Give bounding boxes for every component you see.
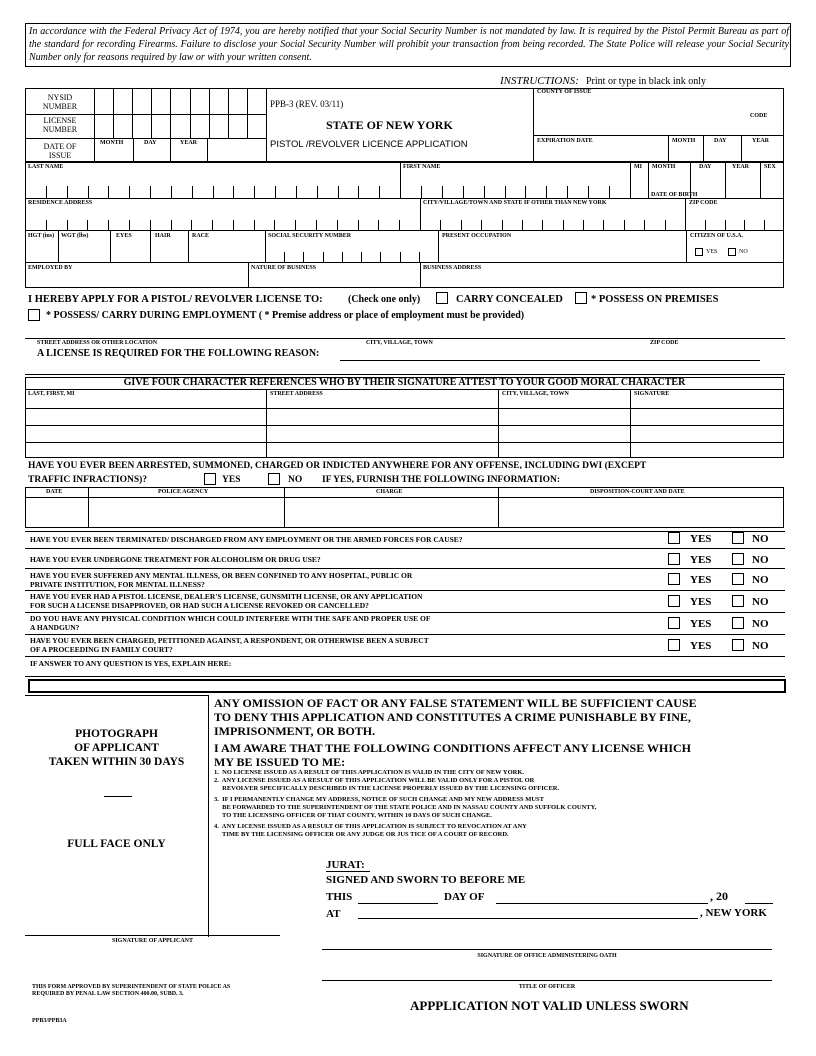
cell-divider — [212, 220, 213, 230]
explain-field[interactable] — [28, 679, 786, 693]
residence-label: RESIDENCE ADDRESS — [28, 200, 93, 206]
cell-divider — [190, 88, 191, 114]
dob-label: DATE OF BIRTH — [651, 192, 698, 198]
photo-label-2: OF APPLICANT — [74, 742, 159, 754]
q2-no-checkbox[interactable] — [732, 553, 744, 565]
question-3-line1: HAVE YOU EVER SUFFERED ANY MENTAL ILLNESS, OR BEEN CONFINED TO ANY HOSPITAL, PUBLIC OR — [30, 571, 413, 580]
question-2-line1: HAVE YOU EVER UNDERGONE TREATMENT FOR ALCOHOLISM OR DRUG USE? — [30, 555, 321, 564]
residence-input[interactable] — [25, 208, 420, 230]
cell-divider — [609, 186, 610, 198]
possess-premises-checkbox[interactable] — [575, 292, 587, 304]
arrest-col-agency: POLICE AGENCY — [158, 489, 209, 495]
cell-divider — [247, 114, 248, 138]
cell-divider — [419, 252, 420, 262]
cell-divider — [46, 220, 47, 230]
nysid-input[interactable] — [94, 88, 266, 114]
instructions-label: INSTRUCTIONS: — [500, 75, 579, 87]
cell-divider — [337, 220, 338, 230]
carry-concealed-checkbox[interactable] — [436, 292, 448, 304]
officer-title-label: TITLE OF OFFICER — [518, 984, 576, 990]
officer-signature-line[interactable] — [322, 949, 772, 950]
cell-divider — [151, 114, 152, 138]
condition-line: 4. ANY LICENSE ISSUED AS A RESULT OF THIS APPLICATION IS SUBJECT TO REVOCATION AT ANY — [214, 823, 527, 830]
condition-line: 1. NO LICENSE ISSUED AS A RESULT OF THIS APPLICATION IS VALID IN THE CITY OF NEW YORK. — [214, 769, 525, 776]
instructions-text: Print or type in black ink only — [586, 76, 706, 87]
cell-divider — [113, 114, 114, 138]
q5-no-checkbox[interactable] — [732, 617, 744, 629]
condition-line: TIME BY THE LICENSING OFFICER OR ANY JUDGE OR JUS TICE OF A COURT OF RECORD. — [214, 831, 509, 838]
cell-divider — [400, 252, 401, 262]
question-6-line1: HAVE YOU EVER BEEN CHARGED, PETITIONED AGAINST, A RESPONDENT, OR OTHERWISE BEEN A SUBJECT — [30, 636, 429, 645]
cell-divider — [170, 114, 171, 138]
question-6-line2: OF A PROCEEDING IN FAMILY COURT? — [30, 645, 173, 654]
jurat-ny: , NEW YORK — [700, 907, 767, 919]
cell-divider — [303, 252, 304, 262]
jurat-signed: SIGNED AND SWORN TO BEFORE ME — [326, 874, 526, 886]
q6-no-checkbox[interactable] — [732, 639, 744, 651]
cell-divider — [342, 252, 343, 262]
cell-divider — [113, 88, 114, 114]
issue-month-label: MONTH — [100, 140, 124, 146]
privacy-notice: In accordance with the Federal Privacy Act of 1974, you are hereby notified that your Social Security Number is not mandated by law. It is required by the Pistol Permit Bureau as part of the standard for recording Firearms. Failure to disclose your Social Security Number will prohibit your transaction from being recorded. The State Police will release your Social Security Number only for reasons required by law or with your written consent. — [29, 26, 789, 63]
cell-divider — [254, 186, 255, 198]
cell-divider — [151, 88, 152, 114]
cell-divider — [744, 220, 745, 230]
question-4-line2: FOR SUCH A LICENSE DISAPPROVED, OR HAD SUCH A LICENSE REVOKED OR CANCELLED? — [30, 601, 369, 610]
cell-divider — [254, 220, 255, 230]
exp-day-label: DAY — [714, 138, 727, 144]
mi-label: MI — [634, 164, 642, 170]
cell-divider — [644, 220, 645, 230]
condition-line: REVOLVER SPECIFICALLY DESCRIBED IN THE LICENSE PROPERLY ISSUED BY THE LICENSING OFFICER. — [214, 785, 560, 792]
question-5-line1: DO YOU HAVE ANY PHYSICAL CONDITION WHICH COULD INTERFERE WITH THE SAFE AND PROPER USE OF — [30, 614, 431, 623]
last-name-input[interactable] — [25, 172, 400, 198]
arrest-yes-checkbox[interactable] — [204, 473, 216, 485]
condition-line: TO THE LICENSING OFFICER OF THAT COUNTY, WITHIN 10 DAYS OF SUCH CHANGE. — [214, 812, 492, 819]
license-label: LICENSE NUMBER — [42, 116, 78, 134]
nature-business-label: NATURE OF BUSINESS — [251, 265, 317, 271]
business-address-label: BUSINESS ADDRESS — [423, 265, 482, 271]
arrest-no-label: NO — [288, 475, 303, 485]
cell-divider — [583, 220, 584, 230]
cell-divider — [209, 114, 210, 138]
jurat-this: THIS — [326, 891, 353, 903]
last-name-label: LAST NAME — [28, 164, 64, 170]
cell-divider — [361, 252, 362, 262]
cell-divider — [603, 220, 604, 230]
photo-label-3: TAKEN WITHIN 30 DAYS — [48, 756, 185, 768]
first-name-input[interactable] — [400, 172, 630, 198]
cell-divider — [525, 186, 526, 198]
cell-divider — [338, 186, 339, 198]
premise-city-label: CITY, VILLAGE, TOWN — [366, 340, 433, 346]
possess-premises-label: * POSSESS ON PREMISES — [591, 294, 719, 305]
cell-divider — [275, 186, 276, 198]
nysid-label: NYSID NUMBER — [42, 93, 78, 111]
ssn-label: SOCIAL SECURITY NUMBER — [268, 233, 352, 239]
cell-divider — [108, 220, 109, 230]
q1-yes-label: YES — [690, 533, 712, 545]
q4-no-checkbox[interactable] — [732, 595, 744, 607]
race-label: RACE — [192, 233, 210, 239]
cell-divider — [358, 220, 359, 230]
apply-text: I HEREBY APPLY FOR A PISTOL/ REVOLVER LICENSE TO: — [28, 294, 323, 305]
cell-divider — [46, 186, 47, 198]
city-state-label: CITY/VILLAGE/TOWN AND STATE IF OTHER THAN NEW YORK — [423, 200, 607, 206]
cell-divider — [665, 220, 666, 230]
condition-line: 3. IF I PERMANENTLY CHANGE MY ADDRESS, NOTICE OF SUCH CHANGE AND MY NEW ADDRESS MUST — [214, 796, 544, 803]
cell-divider — [421, 186, 422, 198]
cell-divider — [233, 186, 234, 198]
application-title: PISTOL /REVOLVER LICENCE APPLICATION — [270, 139, 468, 150]
approved-line-1: THIS FORM APPROVED BY SUPERINTENDENT OF STATE POLICE AS — [32, 984, 231, 990]
cell-divider — [228, 88, 229, 114]
expiration-label: EXPIRATION DATE — [537, 138, 593, 144]
arrest-yes-label: YES — [222, 475, 241, 485]
citizen-yes-label: YES — [706, 249, 718, 255]
cell-divider — [170, 88, 171, 114]
cell-divider — [67, 220, 68, 230]
citizen-yes-checkbox[interactable] — [695, 248, 703, 256]
cell-divider — [725, 220, 726, 230]
code-label: CODE — [750, 113, 768, 119]
zip-input[interactable] — [685, 208, 784, 230]
cell-divider — [546, 186, 547, 198]
arrest-col-date: DATE — [46, 489, 63, 495]
cell-divider — [379, 186, 380, 198]
ref-col-city: CITY, VILLAGE, TOWN — [502, 391, 569, 397]
footer-code: PPB3/PPB3A — [32, 1018, 67, 1024]
hair-label: HAIR — [155, 233, 171, 239]
sex-label: SEX — [764, 164, 776, 170]
explain-label: IF ANSWER TO ANY QUESTION IS YES, EXPLAIN HERE: — [30, 659, 232, 668]
jurat-year-line[interactable] — [745, 903, 773, 904]
q2-yes-checkbox[interactable] — [668, 553, 680, 565]
references-title: GIVE FOUR CHARACTER REFERENCES WHO BY THEIR SIGNATURE ATTEST TO YOUR GOOD MORAL CHARACTER — [123, 377, 686, 388]
cell-divider — [440, 220, 441, 230]
cell-divider — [316, 220, 317, 230]
zip-label: ZIP CODE — [689, 200, 718, 206]
state-title: STATE OF NEW YORK — [326, 118, 453, 132]
cell-divider — [461, 220, 462, 230]
question-5-line2: A HANDGUN? — [30, 623, 80, 632]
citizen-no-checkbox[interactable] — [728, 248, 736, 256]
premise-street-label: STREET ADDRESS OR OTHER LOCATION — [37, 340, 158, 346]
q2-no-label: NO — [752, 554, 769, 566]
officer-title-line[interactable] — [322, 980, 772, 981]
q1-no-label: NO — [752, 533, 769, 545]
dob-day-label: DAY — [699, 164, 712, 170]
exp-month-label: MONTH — [672, 138, 696, 144]
form-number: PPB-3 (REV. 03/11) — [270, 99, 344, 109]
question-4-line1: HAVE YOU EVER HAD A PISTOL LICENSE, DEALER'S LICENSE, GUNSMITH LICENSE, OR ANY APPLICATION — [30, 592, 423, 601]
cell-divider — [192, 186, 193, 198]
cell-divider — [705, 220, 706, 230]
dob-year-label: YEAR — [732, 164, 750, 170]
citizen-label: CITIZEN OF U.S.A. — [690, 233, 743, 239]
cell-divider — [129, 220, 130, 230]
cell-divider — [132, 88, 133, 114]
citizen-no-label: NO — [739, 249, 748, 255]
not-valid-notice: APPPLICATION NOT VALID UNLESS SWORN — [410, 998, 689, 1013]
q5-no-label: NO — [752, 618, 769, 630]
cell-divider — [171, 220, 172, 230]
jurat-at: AT — [326, 908, 341, 920]
jurat-day-line[interactable] — [358, 903, 438, 904]
weight-label: WGT (lbs) — [61, 233, 89, 239]
q2-yes-label: YES — [690, 554, 712, 566]
aware-line-1: I AM AWARE THAT THE FOLLOWING CONDITIONS AFFECT ANY LICENSE WHICH — [214, 741, 691, 755]
county-label: COUNTY OF ISSUE — [537, 89, 592, 95]
cell-divider — [88, 186, 89, 198]
cell-divider — [481, 220, 482, 230]
cell-divider — [567, 186, 568, 198]
photo-label-1: PHOTOGRAPH — [75, 728, 158, 740]
cell-divider — [171, 186, 172, 198]
applicant-signature-line[interactable] — [25, 935, 280, 936]
jurat-location-line[interactable] — [358, 918, 698, 919]
city-input[interactable] — [420, 208, 685, 230]
cell-divider — [67, 186, 68, 198]
height-label: HGT (ins) — [28, 233, 55, 239]
cell-divider — [764, 220, 765, 230]
possess-employment-label: * POSSESS/ CARRY DURING EMPLOYMENT ( * Premise address or place of employment must be provided) — [46, 310, 525, 321]
cell-divider — [150, 220, 151, 230]
exp-year-label: YEAR — [752, 138, 770, 144]
cell-divider — [484, 186, 485, 198]
cell-divider — [505, 186, 506, 198]
q6-yes-checkbox[interactable] — [668, 639, 680, 651]
q4-no-label: NO — [752, 596, 769, 608]
reason-label: A LICENSE IS REQUIRED FOR THE FOLLOWING REASON: — [37, 348, 320, 359]
cell-divider — [87, 220, 88, 230]
cell-divider — [399, 220, 400, 230]
cell-divider — [296, 186, 297, 198]
cell-divider — [274, 220, 275, 230]
jurat-month-line[interactable] — [496, 903, 708, 904]
cell-divider — [542, 220, 543, 230]
cell-divider — [150, 186, 151, 198]
cell-divider — [522, 220, 523, 230]
cell-divider — [132, 114, 133, 138]
arrest-question-line2: TRAFFIC INFRACTIONS)? — [28, 475, 148, 485]
arrest-col-disposition: DISPOSITION-COURT AND DATE — [590, 489, 685, 495]
cell-divider — [358, 186, 359, 198]
cell-divider — [233, 220, 234, 230]
cell-divider — [442, 186, 443, 198]
ref-col-name: LAST, FIRST, MI — [28, 391, 75, 397]
warning-line-3: IMPRISONMENT, OR BOTH. — [214, 724, 376, 738]
q6-yes-label: YES — [690, 640, 712, 652]
q3-no-checkbox[interactable] — [732, 573, 744, 585]
condition-line: 2. ANY LICENSE ISSUED AS A RESULT OF THIS APPLICATION WILL BE VALID ONLY FOR A PISTOL OR — [214, 777, 535, 784]
reason-line[interactable] — [340, 360, 760, 361]
cell-divider — [129, 186, 130, 198]
cell-divider — [295, 220, 296, 230]
ref-col-street: STREET ADDRESS — [270, 391, 323, 397]
jurat-title: JURAT: — [326, 859, 365, 871]
q5-yes-checkbox[interactable] — [668, 617, 680, 629]
date-issue-label: DATE OF ISSUE — [43, 142, 77, 160]
cell-divider — [624, 220, 625, 230]
arrest-no-checkbox[interactable] — [268, 473, 280, 485]
q6-no-label: NO — [752, 640, 769, 652]
q5-yes-label: YES — [690, 618, 712, 630]
ssn-input[interactable] — [265, 241, 438, 262]
possess-employment-checkbox[interactable] — [28, 309, 40, 321]
approved-line-2: REQUIRED BY PENAL LAW SECTION 400.00, SUBD. 3. — [32, 991, 184, 997]
jurat-day-of: DAY OF — [444, 891, 485, 903]
cell-divider — [380, 252, 381, 262]
officer-signature-label: SIGNATURE OF OFFICE ADMINISTERING OATH — [477, 953, 617, 959]
aware-line-2: MY BE ISSUED TO ME: — [214, 755, 346, 769]
arrest-question-line1: HAVE YOU EVER BEEN ARRESTED, SUMMONED, CHARGED OR INDICTED ANYWHERE FOR ANY OFFENSE, INCLUDING DWI (EXCEPT — [28, 461, 647, 471]
cell-divider — [228, 114, 229, 138]
carry-concealed-label: CARRY CONCEALED — [456, 294, 563, 305]
cell-divider — [284, 252, 285, 262]
cell-divider — [190, 114, 191, 138]
employed-by-label: EMPLOYED BY — [28, 265, 73, 271]
q3-no-label: NO — [752, 574, 769, 586]
applicant-signature-label: SIGNATURE OF APPLICANT — [111, 938, 193, 944]
q1-no-checkbox[interactable] — [732, 532, 744, 544]
warning-line-2: TO DENY THIS APPLICATION AND CONSTITUTES A CRIME PUNISHABLE BY FINE, — [214, 710, 691, 724]
arrest-col-charge: CHARGE — [376, 489, 403, 495]
eyes-label: EYES — [116, 233, 132, 239]
cell-divider — [191, 220, 192, 230]
q4-yes-label: YES — [690, 596, 712, 608]
question-3-line2: PRIVATE INSTITUTION, FOR MENTAL ILLNESS? — [30, 580, 205, 589]
cell-divider — [463, 186, 464, 198]
condition-line: BE FORWARDED TO THE SUPERINTENDENT OF THE STATE POLICE AND IN NASSAU COUNTY AND SUFFOLK COUNTY, — [214, 804, 597, 811]
apply-check-one: (Check one only) — [348, 294, 421, 305]
q4-yes-checkbox[interactable] — [668, 595, 680, 607]
premise-zip-label: ZIP CODE — [650, 340, 679, 346]
cell-divider — [378, 220, 379, 230]
q3-yes-checkbox[interactable] — [668, 573, 680, 585]
cell-divider — [209, 88, 210, 114]
cell-divider — [502, 220, 503, 230]
cell-divider — [588, 186, 589, 198]
cell-divider — [323, 252, 324, 262]
cell-divider — [108, 186, 109, 198]
arrest-furnish-label: IF YES, FURNISH THE FOLLOWING INFORMATION: — [322, 475, 561, 485]
occupation-label: PRESENT OCCUPATION — [442, 233, 512, 239]
dob-month-label: MONTH — [652, 164, 676, 170]
q1-yes-checkbox[interactable] — [668, 532, 680, 544]
jurat-twenty: , 20 — [710, 889, 728, 903]
issue-year-label: YEAR — [180, 140, 198, 146]
ref-col-signature: SIGNATURE — [634, 391, 670, 397]
issue-day-label: DAY — [144, 140, 157, 146]
cell-divider — [247, 88, 248, 114]
question-1-line1: HAVE YOU EVER BEEN TERMINATED/ DISCHARGED FROM ANY EMPLOYMENT OR THE ARMED FORCES FOR CAUSE? — [30, 535, 463, 544]
cell-divider — [317, 186, 318, 198]
first-name-label: FIRST NAME — [403, 164, 441, 170]
full-face-label: FULL FACE ONLY — [67, 838, 166, 850]
cell-divider — [213, 186, 214, 198]
warning-line-1: ANY OMISSION OF FACT OR ANY FALSE STATEMENT WILL BE SUFFICIENT CAUSE — [214, 696, 697, 710]
cell-divider — [563, 220, 564, 230]
license-input[interactable] — [94, 114, 266, 138]
q3-yes-label: YES — [690, 574, 712, 586]
